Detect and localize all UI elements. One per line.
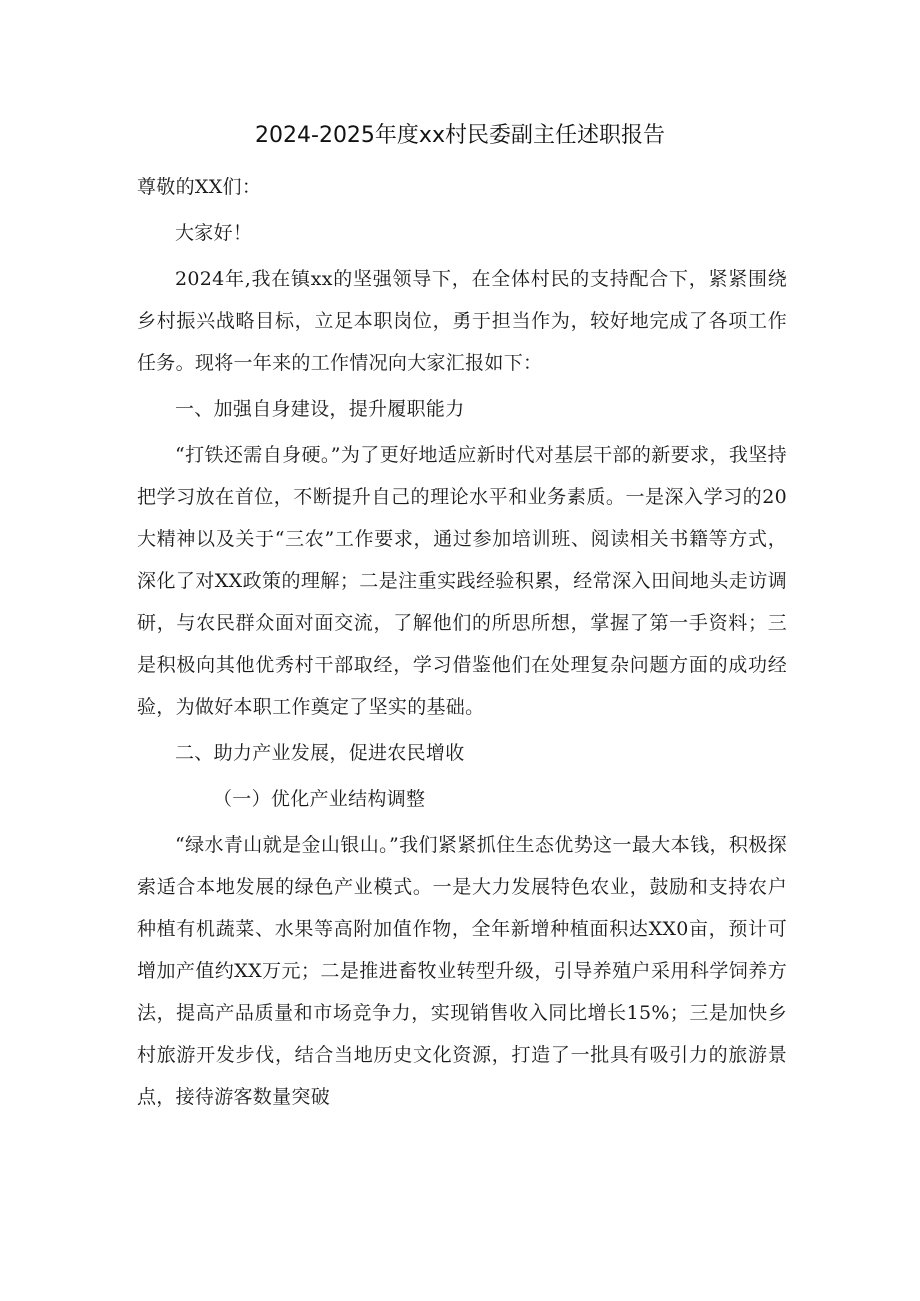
section-heading-1: 一、加强自身建设，提升履职能力 xyxy=(175,398,465,420)
section-heading-2: 二、助力产业发展，促进农民增收 xyxy=(175,742,465,764)
document-body xyxy=(137,166,787,1122)
paragraph-industry: “绿水青山就是金山银山。”我们紧紧抓住生态优势这一最大本钱，积极探索适合本地发展的绿色产业模式。一是大力发展特色农业，鼓励和支持农户种植有机蔬菜、水果等高附加值作物，全年新增种植面积达XX0亩，预计可增加产值约XX万元；二是推进畜牧业转型升级，引导养殖户采用科学饲养方法，提高产品质量和市场竞争力，实现销售收入同比增长15%；三是加快乡村旅游开发步伐，结合当地历史文化资源，打造了一批具有吸引力的旅游景点，接待游客数量突破 xyxy=(137,834,787,1108)
salutation: 尊敬的XX们： xyxy=(137,176,262,198)
subsection-heading-1: （一）优化产业结构调整 xyxy=(213,788,426,810)
greeting: 大家好！ xyxy=(175,222,253,244)
paragraph-intro: 2024年,我在镇xx的坚强领导下，在全体村民的支持配合下，紧紧围绕乡村振兴战略目标，立足本职岗位，勇于担当作为，较好地完成了各项工作任务。现将一年来的工作情况向大家汇报如下： xyxy=(137,268,787,374)
document-title: 2024-2025年度xx村民委副主任述职报告 xyxy=(255,123,665,148)
paragraph-self-building: “打铁还需自身硬。”为了更好地适应新时代对基层干部的新要求，我坚持把学习放在首位，不断提升自己的理论水平和业务素质。一是深入学习的20大精神以及关于“三农”工作要求，通过参加培训班、阅读相关书籍等方式，深化了对XX政策的理解；二是注重实践经验积累，经常深入田间地头走访调研，与农民群众面对面交流，了解他们的所思所想，掌握了第一手资料；三是积极向其他优秀村干部取经，学习借鉴他们在处理复杂问题方面的成功经验，为做好本职工作奠定了坚实的基础。 xyxy=(137,444,787,718)
